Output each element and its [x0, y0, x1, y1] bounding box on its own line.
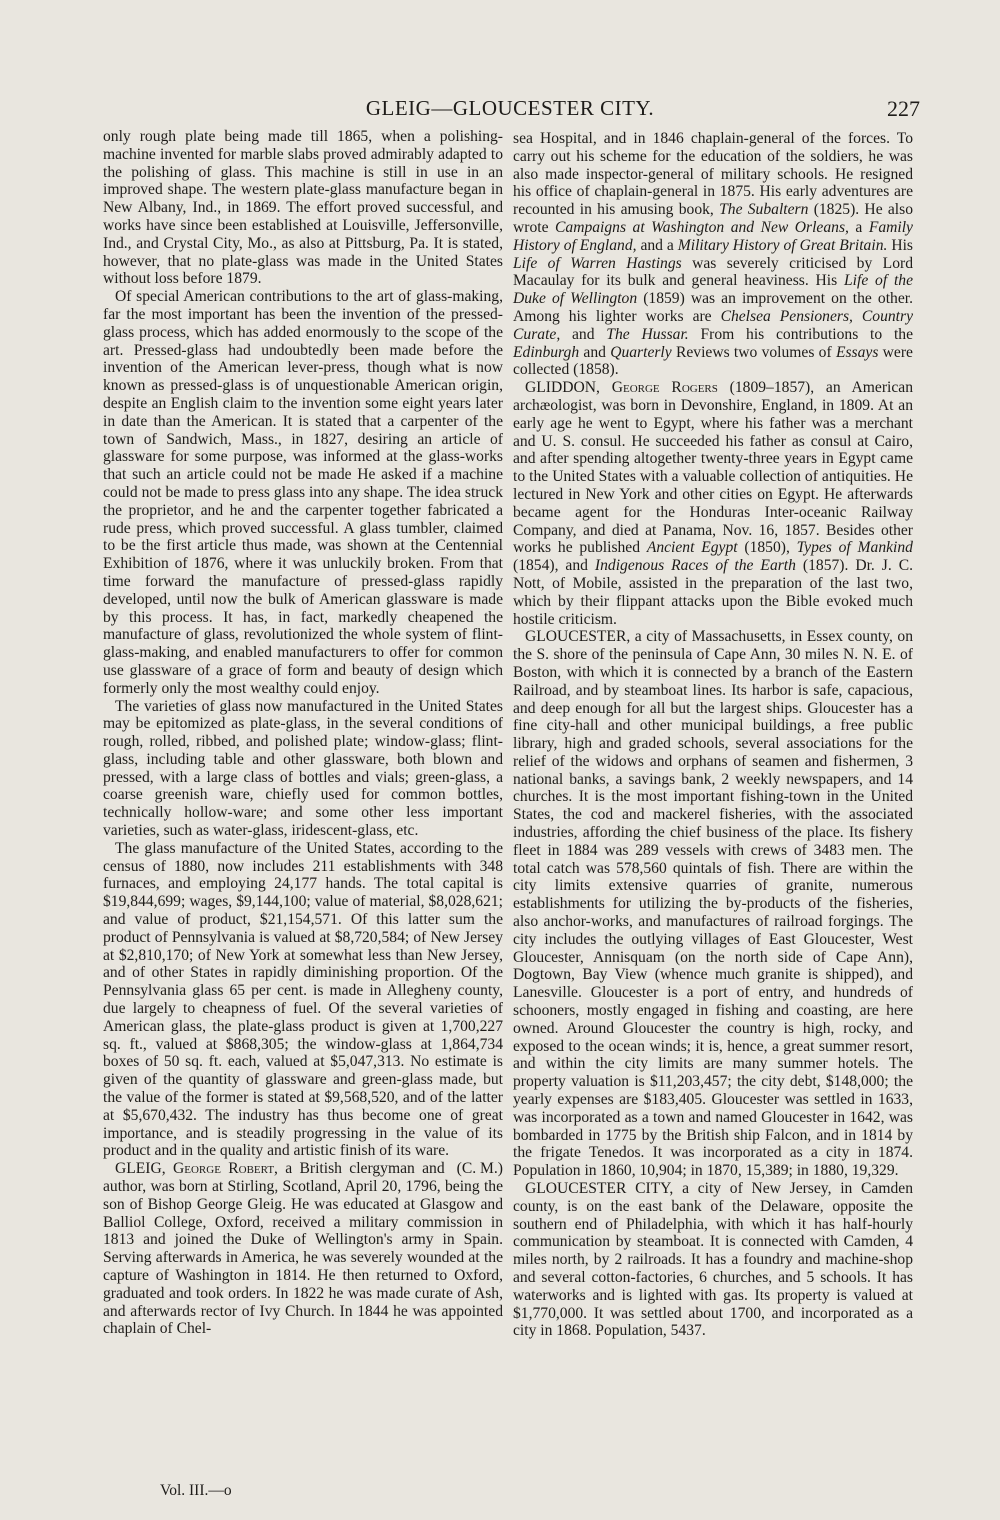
- gliddon-text-b: (1850),: [744, 539, 790, 557]
- gloucester-city-text: a city of New Jersey, in Camden county, is on the east bank of the Delaware, opposite the southern end of Philadelphia, with which it has half-hourly communication by steamboat. It is connected with Camden, 4 miles north, by 2 railroads. It has a foundry and machine-shop and several cotton-factories, 6 churches, and 5 schools. It has waterworks and is lighted with gas. Its property is valued at $1,770,000. It was settled about 1700, and incorporated as a city in 1868. Population, 5437.: [513, 1180, 913, 1340]
- gliddon-text-c: (1854), and: [513, 557, 588, 575]
- gliddon-text-d: (1857). Dr. J. C. Nott, of Mobile, assisted in the preparation of the last two, which by their flippant attacks upon the Bible evoked much hostile criticism.: [513, 557, 913, 628]
- title-types-of-mankind: Types of Mankind: [796, 539, 913, 557]
- title-hussar: The Hussar.: [606, 325, 689, 343]
- gleig-text-i: and: [572, 325, 595, 343]
- gleig-text-d: a: [855, 218, 863, 236]
- paragraph-varieties: The varieties of glass now manufactured in the United States may be epitomized as plate-glass, in the several conditions of rough, rolled, ribbed, and polished plate; window-glass; flint-glass, including table and other glassware, both blown and pressed, with a large class of bottles and vials; green-glass, a coarse greenish ware, chiefly used for common bottles, technically hollow-ware; and some other less important varieties, such as water-glass, iridescent-glass, etc.: [103, 697, 503, 840]
- title-military-history: Military History of Great Britain.: [677, 236, 888, 254]
- page-number: 227: [887, 96, 920, 121]
- gleig-text-g: was severely criticised by Lord Macaulay for its bulk and general heaviness. His: [513, 254, 913, 290]
- census-text: The glass manufacture of the United States, according to the census of 1880, now includes 211 establishments with 348 furnaces, and employing 24,177 hands. The total capital is $19,844,699; wages, $9,144,100; value of material, $8,028,621; and value of product, $21,154,571. Of this latter sum the product of Pennsylvania is valued at $8,720,584; of New Jersey at $2,810,170; of New York at somewhat less than New Jersey, and of other States in rapidly diminishing proportion. Of the Pennsylvania glass 65 per cent. is made in Allegheny county, due largely to cheapness of fuel. Of the several varieties of American glass, the plate-glass product is given at 1,700,227 sq. ft., valued at $868,305; the window-glass at 1,864,734 boxes of 50 sq. ft. each, valued at $5,047,313. No estimate is given of the quantity of glassware and green-glass made, but the value of the former is stated at $9,568,520, and of the latter at $5,670,432. The industry has thus become one of great importance, and is steadily progressing in the value of its product and in the quality and artistic finish of its ware.: [103, 839, 503, 1160]
- title-wellington: Life of the Duke of Wellington: [513, 272, 913, 308]
- title-quarterly: Quarterly: [610, 343, 672, 361]
- gleig-text-m: were collected (1858).: [513, 343, 913, 379]
- headword-gleig: GLEIG,: [115, 1160, 166, 1178]
- paragraph-pressed-glass: Of special American contributions to the art of glass-making, far the most important has been the invention of the pressed-glass process, which has added enormously to the scope of the art. Pressed-glass had undoubtedly been made before the invention of the American lever-press, though what is now known as pressed-glass is of unquestionable American origin, despite an English claim to the invention some eight years later in date than the American. It is stated that a carpenter of the town of Sandwich, Mass., in 1827, desiring an article of glassware for some purpose, was informed at the glass-works that such an article could not be made He asked if a machine could not be made to press glass into any shape. The idea struck the proprietor, and he and the carpenter together fabricated a rude press, which proved successful. A glass tumbler, claimed to be the first article thus made, was shown at the Centennial Exhibition of 1876, where it was unluckily broken. From that time forward the manufacture of pressed-glass rapidly developed, until now the bulk of American glassware is made by this process. It has, in fact, markedly cheapened the manufacture of glass, revolutionized the whole system of flint-glass-making, and enabled manufacturers to offer for common use glassware of a grace of form and beauty of design which formerly only the most wealthy could enjoy.: [103, 288, 503, 697]
- running-title: GLEIG—GLOUCESTER CITY.: [365, 96, 655, 120]
- page-header: [100, 96, 920, 126]
- gleig-text-e: and a: [640, 236, 674, 254]
- gleig-text-b: sea Hospital, and in 1846 chaplain-general of the forces. To carry out his scheme for the education of the soldiers, he was also made inspector-general of military schools. He resigned his office of chaplain-general in 1875. His early adventures are recounted in his amusing book,: [513, 130, 913, 219]
- gleig-text-l: Reviews two volumes of: [675, 343, 832, 361]
- headword-gloucester: GLOUCESTER,: [525, 628, 631, 646]
- name-gleig: George Robert,: [173, 1160, 278, 1178]
- gleig-text-k: and: [583, 343, 606, 361]
- title-indigenous-races: Indigenous Races of the Earth: [594, 557, 796, 575]
- title-subaltern: The Subaltern: [719, 201, 809, 219]
- title-hastings: Life of Warren Hastings: [513, 254, 682, 272]
- right-column: [513, 130, 913, 1340]
- title-campaigns: Campaigns at Washington and New Orleans,: [555, 218, 849, 236]
- gleig-text-a: a British clergyman and author, was born at Stirling, Scotland, April 20, 1796, being the son of Bishop George Gleig. He was educated at Glasgow and Balliol College, Oxford, received a military commission in 1813 and joined the Duke of Wellington's army in Spain. Serving afterwards in America, he was severely wounded at the capture of Washington in 1814. He then returned to Oxford, graduated and took orders. In 1822 he was made curate of Ash, and afterwards rector of Ivy Church. In 1844 he was appointed chaplain of Chel-: [103, 1160, 503, 1338]
- gleig-text-h: (1859) was an improvement on the other. Among his lighter works are: [513, 290, 913, 325]
- paragraph-plate-glass: only rough plate being made till 1865, when a polishing-machine invented for marble slabs proved admirably adapted to the polishing of glass. This machine is still in use in an improved shape. The western plate-glass manufacture began in New Albany, Ind., in 1869. The effort proved successful, and works have since been established at Louisville, Jeffersonville, Ind., and Crystal City, Mo., as also at Pittsburg, Pa. It is stated, however, that no plate-glass was made in the United States without loss before 1879.: [103, 128, 503, 288]
- title-chelsea: Chelsea Pensioners, Country Curate,: [513, 307, 913, 343]
- left-column: [103, 128, 503, 1338]
- gleig-text-j: From his contributions to the: [700, 325, 914, 343]
- name-gliddon: George Rogers: [611, 379, 718, 397]
- entry-gleig: [103, 1160, 503, 1338]
- title-ancient-egypt: Ancient Egypt: [646, 539, 738, 557]
- entry-gliddon: [513, 379, 913, 628]
- gloucester-text: a city of Massachusetts, in Essex county, on the S. shore of the peninsula of Cape Ann, 30 miles N. N. E. of Boston, with which it is connected by a branch of the Eastern Railroad, and by steamboat lines. Its harbor is safe, capacious, and deep enough for all but the largest ships. Gloucester has a fine city-hall and other municipal buildings, a free public library, high and graded schools, several associations for the relief of the widows and orphans of seamen and fishermen, 3 national banks, a savings bank, 2 weekly newspapers, and 14 churches. It is the most important fishing-town in the United States, the cod and mackerel fisheries, with the associated industries, affording the chief business of the place. Its fishery fleet in 1884 was 289 vessels with crews of 3483 men. The total catch was 578,560 quintals of fish. There are within the city limits extensive quarries of granite, numerous establishments for utilizing the by-products of the fisheries, also anchor-works, and manufactures of railroad forgings. The city includes the outlying villages of East Gloucester, West Gloucester, Annisquam (on the north side of Cape Ann), Dogtown, Bay View (whence much granite is shipped), and Lanesville. Gloucester is a port of entry, and hundreds of schooners, mostly engaged in fishing and coasting, are here owned. Around Gloucester the country is high, rocky, and exposed to the ocean winds; it is, hence, a great summer resort, and within the city limits are many summer hotels. The property valuation is $11,203,457; the city debt, $148,000; the yearly expenses are $183,405. Gloucester was settled in 1633, was incorporated as a town and named Gloucester in 1642, was bombarded in 1775 by the British ship Falcon, and in 1814 by the frigate Tenedos. It was incorporated as a city in 1874. Population in 1860, 10,904; in 1870, 15,389; in 1880, 19,329.: [513, 628, 914, 1180]
- title-family-history: Family History of England,: [513, 218, 913, 254]
- gliddon-text-a: (1809–1857), an American archæologist, was born in Devonshire, England, in 1809. At an early age he went to Egypt, where his father was a merchant and U. S. consul. He succeeded his father as consul at Cairo, and after spending altogether twenty-three years in Egypt came to the United States with a valuable collection of antiquities. He lectured in New York and other cities on Egypt. He afterwards became agent for the Honduras Inter-oceanic Railway Company, and died at Panama, Nov. 16, 1857. Besides other works he published: [513, 379, 914, 557]
- title-edinburgh: Edinburgh: [513, 343, 580, 361]
- gleig-text-f: His: [891, 236, 913, 254]
- headword-gliddon: GLIDDON,: [525, 379, 600, 397]
- headword-gloucester-city: GLOUCESTER CITY,: [525, 1180, 674, 1198]
- title-essays: Essays: [835, 343, 879, 361]
- entry-gloucester-city: [513, 1180, 913, 1340]
- entry-gleig-cont: [513, 130, 913, 379]
- entry-gloucester: [513, 628, 913, 1180]
- volume-signature: Vol. III.—o: [160, 1482, 232, 1499]
- gleig-text-c: (1825). He also wrote: [513, 201, 914, 236]
- author-initials: (C. M.): [456, 1160, 503, 1178]
